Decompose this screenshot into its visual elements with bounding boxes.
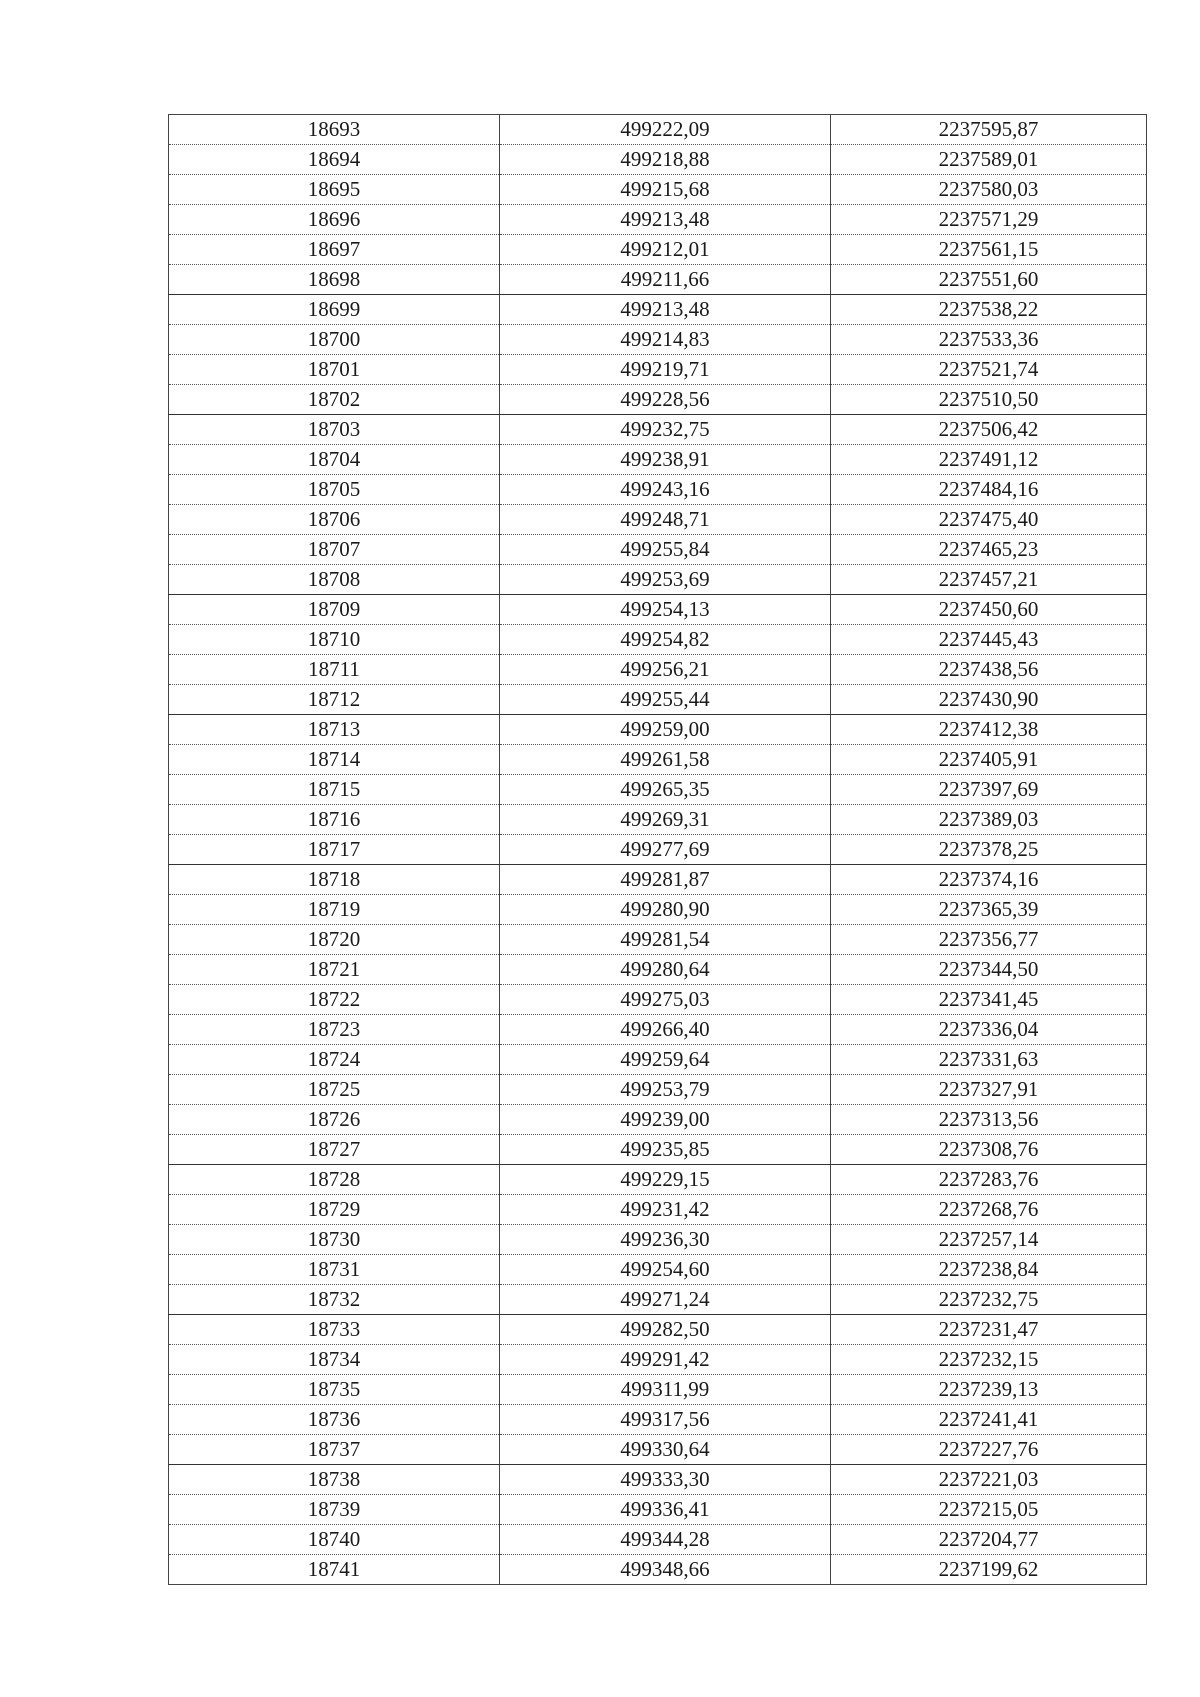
x-coordinate-cell: 499253,69 <box>500 565 831 595</box>
x-coordinate-cell: 499255,84 <box>500 535 831 565</box>
point-number-cell: 18706 <box>169 505 500 535</box>
table-row <box>169 925 1147 955</box>
x-coordinate-cell: 499248,71 <box>500 505 831 535</box>
table-row <box>169 1435 1147 1465</box>
table-row <box>169 1495 1147 1525</box>
table-row <box>169 985 1147 1015</box>
table-row <box>169 415 1147 445</box>
point-number-cell: 18702 <box>169 385 500 415</box>
x-coordinate-cell: 499269,31 <box>500 805 831 835</box>
table-row <box>169 715 1147 745</box>
x-coordinate-cell: 499280,64 <box>500 955 831 985</box>
point-number-cell: 18736 <box>169 1405 500 1435</box>
point-number-cell: 18701 <box>169 355 500 385</box>
x-coordinate-cell: 499213,48 <box>500 205 831 235</box>
point-number-cell: 18741 <box>169 1555 500 1585</box>
point-number-cell: 18718 <box>169 865 500 895</box>
y-coordinate-cell: 2237232,75 <box>831 1285 1147 1315</box>
point-number-cell: 18705 <box>169 475 500 505</box>
point-number-cell: 18739 <box>169 1495 500 1525</box>
table-row <box>169 235 1147 265</box>
y-coordinate-cell: 2237506,42 <box>831 415 1147 445</box>
x-coordinate-cell: 499282,50 <box>500 1315 831 1345</box>
point-number-cell: 18696 <box>169 205 500 235</box>
y-coordinate-cell: 2237589,01 <box>831 145 1147 175</box>
table-row <box>169 475 1147 505</box>
point-number-cell: 18719 <box>169 895 500 925</box>
point-number-cell: 18714 <box>169 745 500 775</box>
x-coordinate-cell: 499212,01 <box>500 235 831 265</box>
x-coordinate-cell: 499311,99 <box>500 1375 831 1405</box>
y-coordinate-cell: 2237199,62 <box>831 1555 1147 1585</box>
y-coordinate-cell: 2237204,77 <box>831 1525 1147 1555</box>
y-coordinate-cell: 2237341,45 <box>831 985 1147 1015</box>
y-coordinate-cell: 2237580,03 <box>831 175 1147 205</box>
y-coordinate-cell: 2237457,21 <box>831 565 1147 595</box>
x-coordinate-cell: 499330,64 <box>500 1435 831 1465</box>
table-row <box>169 805 1147 835</box>
x-coordinate-cell: 499266,40 <box>500 1015 831 1045</box>
y-coordinate-cell: 2237561,15 <box>831 235 1147 265</box>
y-coordinate-cell: 2237397,69 <box>831 775 1147 805</box>
x-coordinate-cell: 499281,54 <box>500 925 831 955</box>
x-coordinate-cell: 499215,68 <box>500 175 831 205</box>
point-number-cell: 18703 <box>169 415 500 445</box>
y-coordinate-cell: 2237438,56 <box>831 655 1147 685</box>
point-number-cell: 18735 <box>169 1375 500 1405</box>
table-row <box>169 1075 1147 1105</box>
point-number-cell: 18711 <box>169 655 500 685</box>
x-coordinate-cell: 499317,56 <box>500 1405 831 1435</box>
table-row <box>169 1555 1147 1585</box>
point-number-cell: 18722 <box>169 985 500 1015</box>
y-coordinate-cell: 2237227,76 <box>831 1435 1147 1465</box>
point-number-cell: 18704 <box>169 445 500 475</box>
x-coordinate-cell: 499253,79 <box>500 1075 831 1105</box>
x-coordinate-cell: 499333,30 <box>500 1465 831 1495</box>
x-coordinate-cell: 499218,88 <box>500 145 831 175</box>
point-number-cell: 18728 <box>169 1165 500 1195</box>
coordinates-table <box>168 114 1147 1585</box>
table-row <box>169 1195 1147 1225</box>
y-coordinate-cell: 2237491,12 <box>831 445 1147 475</box>
y-coordinate-cell: 2237389,03 <box>831 805 1147 835</box>
table-row <box>169 565 1147 595</box>
x-coordinate-cell: 499229,15 <box>500 1165 831 1195</box>
y-coordinate-cell: 2237374,16 <box>831 865 1147 895</box>
point-number-cell: 18727 <box>169 1135 500 1165</box>
x-coordinate-cell: 499211,66 <box>500 265 831 295</box>
x-coordinate-cell: 499222,09 <box>500 115 831 145</box>
y-coordinate-cell: 2237308,76 <box>831 1135 1147 1165</box>
point-number-cell: 18738 <box>169 1465 500 1495</box>
y-coordinate-cell: 2237405,91 <box>831 745 1147 775</box>
x-coordinate-cell: 499271,24 <box>500 1285 831 1315</box>
y-coordinate-cell: 2237313,56 <box>831 1105 1147 1135</box>
point-number-cell: 18730 <box>169 1225 500 1255</box>
y-coordinate-cell: 2237450,60 <box>831 595 1147 625</box>
point-number-cell: 18709 <box>169 595 500 625</box>
x-coordinate-cell: 499348,66 <box>500 1555 831 1585</box>
table-row <box>169 1105 1147 1135</box>
y-coordinate-cell: 2237510,50 <box>831 385 1147 415</box>
point-number-cell: 18699 <box>169 295 500 325</box>
table-row <box>169 1015 1147 1045</box>
x-coordinate-cell: 499231,42 <box>500 1195 831 1225</box>
x-coordinate-cell: 499213,48 <box>500 295 831 325</box>
y-coordinate-cell: 2237445,43 <box>831 625 1147 655</box>
point-number-cell: 18707 <box>169 535 500 565</box>
point-number-cell: 18729 <box>169 1195 500 1225</box>
table-row <box>169 115 1147 145</box>
y-coordinate-cell: 2237356,77 <box>831 925 1147 955</box>
y-coordinate-cell: 2237231,47 <box>831 1315 1147 1345</box>
x-coordinate-cell: 499235,85 <box>500 1135 831 1165</box>
point-number-cell: 18720 <box>169 925 500 955</box>
x-coordinate-cell: 499254,82 <box>500 625 831 655</box>
x-coordinate-cell: 499232,75 <box>500 415 831 445</box>
x-coordinate-cell: 499219,71 <box>500 355 831 385</box>
y-coordinate-cell: 2237538,22 <box>831 295 1147 325</box>
table-row <box>169 745 1147 775</box>
table-row <box>169 355 1147 385</box>
table-row <box>169 1045 1147 1075</box>
point-number-cell: 18726 <box>169 1105 500 1135</box>
table-row <box>169 265 1147 295</box>
y-coordinate-cell: 2237238,84 <box>831 1255 1147 1285</box>
x-coordinate-cell: 499256,21 <box>500 655 831 685</box>
x-coordinate-cell: 499277,69 <box>500 835 831 865</box>
table-row <box>169 895 1147 925</box>
x-coordinate-cell: 499228,56 <box>500 385 831 415</box>
point-number-cell: 18695 <box>169 175 500 205</box>
table-row <box>169 175 1147 205</box>
y-coordinate-cell: 2237241,41 <box>831 1405 1147 1435</box>
x-coordinate-cell: 499254,13 <box>500 595 831 625</box>
y-coordinate-cell: 2237344,50 <box>831 955 1147 985</box>
point-number-cell: 18716 <box>169 805 500 835</box>
point-number-cell: 18694 <box>169 145 500 175</box>
point-number-cell: 18723 <box>169 1015 500 1045</box>
x-coordinate-cell: 499214,83 <box>500 325 831 355</box>
table-row <box>169 145 1147 175</box>
point-number-cell: 18693 <box>169 115 500 145</box>
y-coordinate-cell: 2237475,40 <box>831 505 1147 535</box>
y-coordinate-cell: 2237221,03 <box>831 1465 1147 1495</box>
table-row <box>169 1255 1147 1285</box>
table-row <box>169 835 1147 865</box>
y-coordinate-cell: 2237551,60 <box>831 265 1147 295</box>
y-coordinate-cell: 2237283,76 <box>831 1165 1147 1195</box>
table-row <box>169 385 1147 415</box>
point-number-cell: 18697 <box>169 235 500 265</box>
y-coordinate-cell: 2237336,04 <box>831 1015 1147 1045</box>
point-number-cell: 18733 <box>169 1315 500 1345</box>
table-row <box>169 625 1147 655</box>
table-row <box>169 775 1147 805</box>
table-row <box>169 955 1147 985</box>
x-coordinate-cell: 499254,60 <box>500 1255 831 1285</box>
y-coordinate-cell: 2237257,14 <box>831 1225 1147 1255</box>
x-coordinate-cell: 499336,41 <box>500 1495 831 1525</box>
y-coordinate-cell: 2237239,13 <box>831 1375 1147 1405</box>
y-coordinate-cell: 2237327,91 <box>831 1075 1147 1105</box>
table-row <box>169 1225 1147 1255</box>
table-row <box>169 205 1147 235</box>
point-number-cell: 18700 <box>169 325 500 355</box>
table-row <box>169 535 1147 565</box>
table-row <box>169 1345 1147 1375</box>
x-coordinate-cell: 499291,42 <box>500 1345 831 1375</box>
table-row <box>169 1285 1147 1315</box>
x-coordinate-cell: 499255,44 <box>500 685 831 715</box>
x-coordinate-cell: 499281,87 <box>500 865 831 895</box>
table-row <box>169 1405 1147 1435</box>
point-number-cell: 18731 <box>169 1255 500 1285</box>
x-coordinate-cell: 499238,91 <box>500 445 831 475</box>
x-coordinate-cell: 499344,28 <box>500 1525 831 1555</box>
table-row <box>169 1315 1147 1345</box>
point-number-cell: 18715 <box>169 775 500 805</box>
y-coordinate-cell: 2237595,87 <box>831 115 1147 145</box>
point-number-cell: 18734 <box>169 1345 500 1375</box>
x-coordinate-cell: 499259,64 <box>500 1045 831 1075</box>
x-coordinate-cell: 499275,03 <box>500 985 831 1015</box>
table-row <box>169 505 1147 535</box>
y-coordinate-cell: 2237232,15 <box>831 1345 1147 1375</box>
point-number-cell: 18740 <box>169 1525 500 1555</box>
x-coordinate-cell: 499243,16 <box>500 475 831 505</box>
x-coordinate-cell: 499280,90 <box>500 895 831 925</box>
y-coordinate-cell: 2237533,36 <box>831 325 1147 355</box>
y-coordinate-cell: 2237331,63 <box>831 1045 1147 1075</box>
table-row <box>169 595 1147 625</box>
x-coordinate-cell: 499259,00 <box>500 715 831 745</box>
document-page <box>168 114 1146 1585</box>
y-coordinate-cell: 2237268,76 <box>831 1195 1147 1225</box>
x-coordinate-cell: 499261,58 <box>500 745 831 775</box>
x-coordinate-cell: 499239,00 <box>500 1105 831 1135</box>
point-number-cell: 18737 <box>169 1435 500 1465</box>
y-coordinate-cell: 2237571,29 <box>831 205 1147 235</box>
table-row <box>169 1465 1147 1495</box>
table-row <box>169 295 1147 325</box>
table-row <box>169 865 1147 895</box>
point-number-cell: 18708 <box>169 565 500 595</box>
y-coordinate-cell: 2237430,90 <box>831 685 1147 715</box>
y-coordinate-cell: 2237412,38 <box>831 715 1147 745</box>
table-row <box>169 1525 1147 1555</box>
point-number-cell: 18698 <box>169 265 500 295</box>
x-coordinate-cell: 499236,30 <box>500 1225 831 1255</box>
y-coordinate-cell: 2237484,16 <box>831 475 1147 505</box>
point-number-cell: 18721 <box>169 955 500 985</box>
x-coordinate-cell: 499265,35 <box>500 775 831 805</box>
y-coordinate-cell: 2237378,25 <box>831 835 1147 865</box>
table-row <box>169 325 1147 355</box>
point-number-cell: 18710 <box>169 625 500 655</box>
y-coordinate-cell: 2237465,23 <box>831 535 1147 565</box>
table-row <box>169 1375 1147 1405</box>
point-number-cell: 18717 <box>169 835 500 865</box>
point-number-cell: 18732 <box>169 1285 500 1315</box>
table-row <box>169 1135 1147 1165</box>
point-number-cell: 18713 <box>169 715 500 745</box>
table-row <box>169 655 1147 685</box>
point-number-cell: 18724 <box>169 1045 500 1075</box>
y-coordinate-cell: 2237215,05 <box>831 1495 1147 1525</box>
table-row <box>169 445 1147 475</box>
y-coordinate-cell: 2237521,74 <box>831 355 1147 385</box>
point-number-cell: 18725 <box>169 1075 500 1105</box>
table-row <box>169 685 1147 715</box>
y-coordinate-cell: 2237365,39 <box>831 895 1147 925</box>
point-number-cell: 18712 <box>169 685 500 715</box>
table-row <box>169 1165 1147 1195</box>
coordinates-table-body <box>169 115 1147 1585</box>
